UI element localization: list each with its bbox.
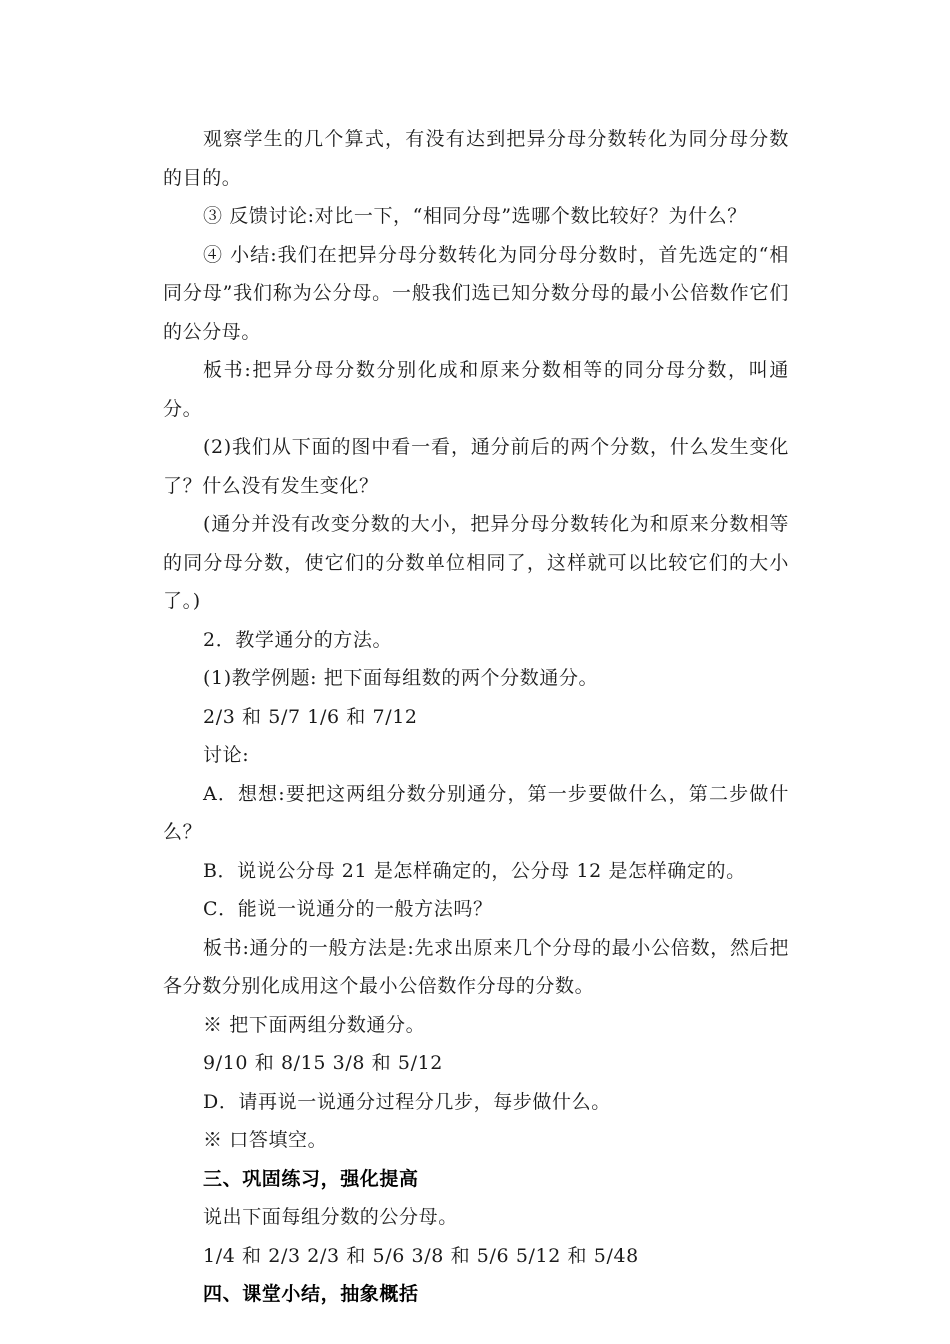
paragraph: C．能说一说通分的一般方法吗？ — [203, 898, 493, 920]
paragraph: D．请再说一说通分过程分几步，每步做什么。 — [203, 1090, 611, 1113]
paragraph: (1)教学例题: 把下面每组数的两个分数通分。 — [203, 667, 599, 689]
paragraph: 板书:通分的一般方法是:先求出原来几个分母的最小公倍数，然后把各分数分别化成用这个最小公倍数作分母的分数。 — [163, 936, 789, 997]
paragraph: 观察学生的几个算式，有没有达到把异分母分数转化为同分母分数的目的。 — [163, 128, 789, 189]
paragraph: 2．教学通分的方法。 — [203, 628, 393, 651]
paragraph: (通分并没有改变分数的大小，把异分母分数转化为和原来分数相等的同分母分数，使它们的分数单位相同了，这样就可以比较它们的大小了。) — [163, 513, 789, 612]
paragraph: 9/10 和 8/15 3/8 和 5/12 — [203, 1052, 443, 1074]
paragraph: ※ 把下面两组分数通分。 — [203, 1013, 426, 1036]
paragraph: 讨论: — [203, 744, 250, 766]
section-heading: 四、课堂小结，抽象概括 — [203, 1283, 419, 1305]
section-heading: 三、巩固练习，强化提高 — [203, 1167, 419, 1190]
paragraph: 2/3 和 5/7 1/6 和 7/12 — [203, 705, 418, 728]
paragraph: ※ 口答填空。 — [203, 1129, 328, 1151]
document-body — [163, 120, 789, 1314]
paragraph: ③ 反馈讨论:对比一下，“相同分母”选哪个数比较好？为什么？ — [203, 205, 747, 227]
paragraph: A．想想:要把这两组分数分别通分，第一步要做什么，第二步做什么？ — [163, 782, 789, 843]
paragraph: 1/4 和 2/3 2/3 和 5/6 3/8 和 5/6 5/12 和 5/48 — [203, 1244, 639, 1267]
paragraph: 板书:把异分母分数分别化成和原来分数相等的同分母分数，叫通分。 — [163, 359, 789, 420]
paragraph: (2)我们从下面的图中看一看，通分前后的两个分数，什么发生变化了？什么没有发生变化？ — [163, 436, 789, 497]
paragraph: ④ 小结:我们在把异分母分数转化为同分母分数时，首先选定的“相同分母”我们称为公分母。一般我们选已知分数分母的最小公倍数作它们的公分母。 — [163, 243, 789, 343]
paragraph: 说出下面每组分数的公分母。 — [203, 1206, 458, 1228]
paragraph: B．说说公分母 21 是怎样确定的，公分母 12 是怎样确定的。 — [203, 859, 746, 882]
